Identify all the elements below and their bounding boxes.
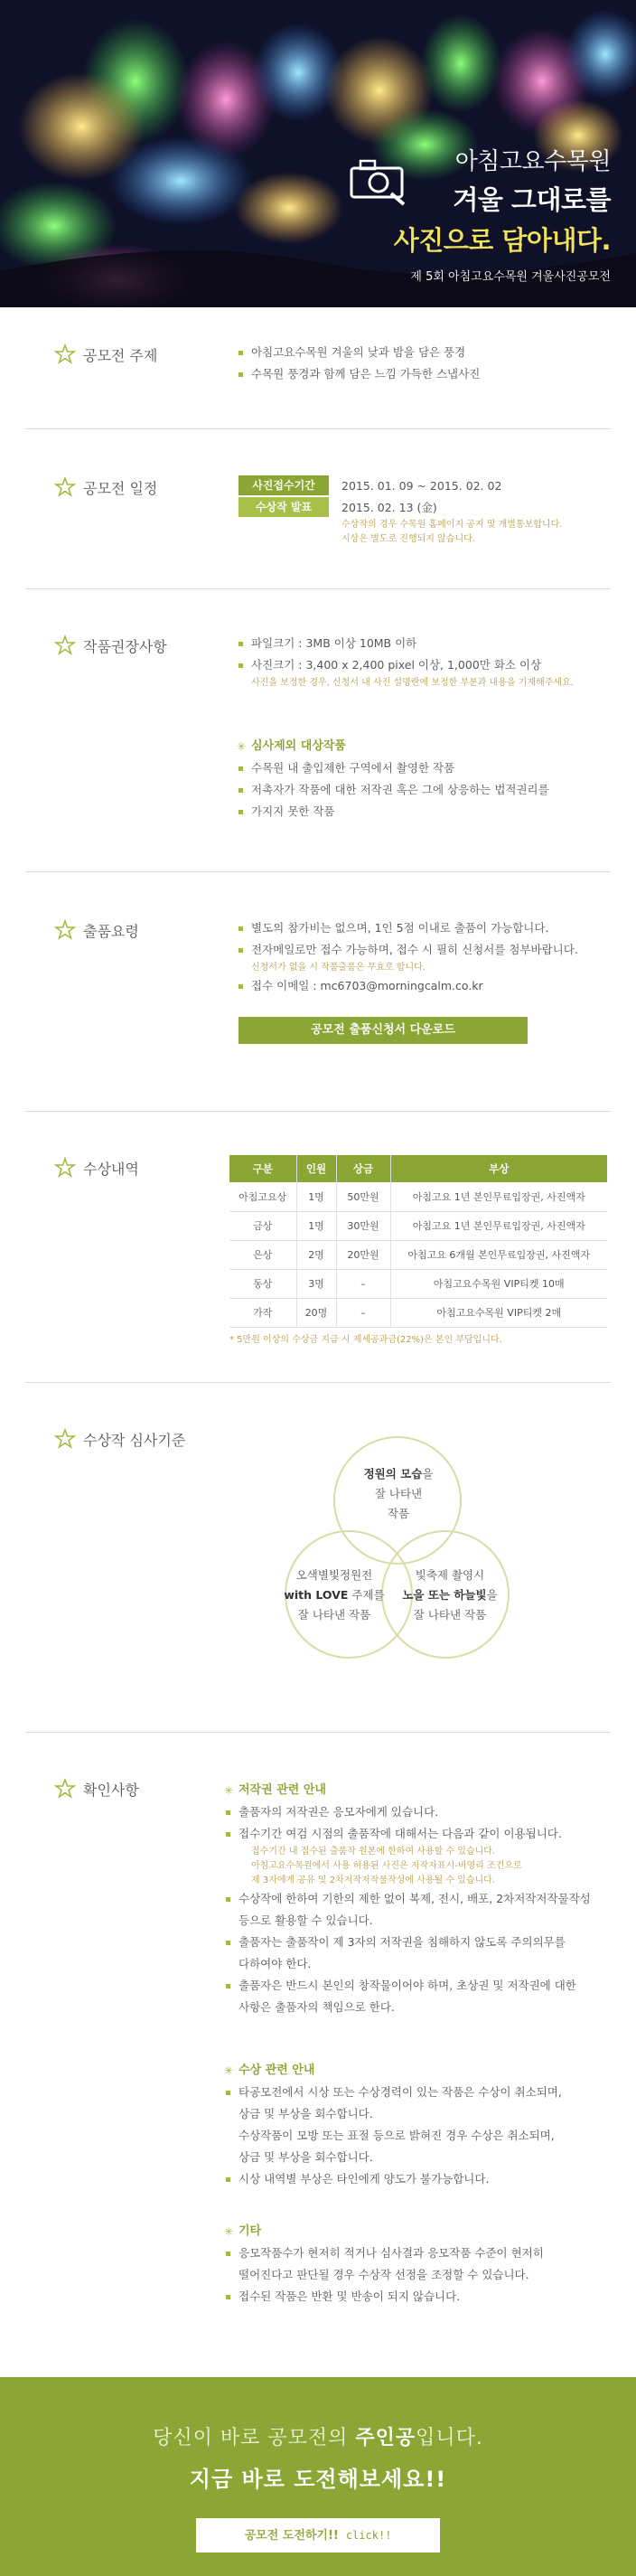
criteria-left-label [271, 1565, 398, 1625]
confirm-body [226, 1780, 611, 2308]
list-item: 타공모전에서 시상 또는 수상경력이 있는 작품은 수상이 취소되며, [226, 2082, 611, 2103]
prize-heading: ✳ 수상 관련 안내 [226, 2060, 611, 2082]
schedule-tag: 수상작 발표 [238, 497, 329, 517]
list-item: 수상작에 한하여 기한의 제한 없이 복제, 전시, 배포, 2차저작저작물작성 [226, 1888, 611, 1910]
section-schedule [25, 429, 611, 589]
table-row [229, 1269, 607, 1298]
etc-heading: ✳ 기타 [226, 2221, 611, 2242]
table-cell: – [336, 1298, 390, 1327]
spec-note: 사진을 보정한 경우, 신청서 내 사진 설명란에 보정한 부분과 내용을 기재해주세요. [251, 678, 574, 688]
footer-text: 입니다. [416, 2427, 483, 2449]
star-icon [54, 635, 76, 656]
section-header [54, 1157, 139, 1179]
list-item: 전자메일로만 접수 가능하며, 접수 시 필히 신청서를 첨부바랍니다. [238, 939, 611, 961]
hero-text [394, 143, 611, 284]
etc-list [226, 2242, 611, 2308]
challenge-button[interactable] [196, 2518, 440, 2552]
submit-email-list [238, 975, 611, 997]
footer-banner [0, 2377, 636, 2576]
criteria-right-line1: 빛축제 촬영시 [415, 1568, 485, 1582]
table-cell: 아침고요 6개월 본인무료입장권, 사진액자 [390, 1240, 607, 1269]
table-cell: 금상 [229, 1211, 296, 1240]
footer-bold-text: 주인공 [355, 2427, 416, 2449]
copyright-note: 아침고요수목원에서 사용 허용된 사진은 저작자표시-비영리 조건으로 [251, 1861, 522, 1871]
theme-list [238, 342, 611, 385]
copyright-list-2 [226, 1888, 611, 2018]
schedule-note: 시상은 별도로 진행되지 않습니다. [341, 534, 475, 544]
section-submit [25, 872, 611, 1112]
list-item: 출품자은 반드시 본인의 창작물이어야 하며, 초상권 및 저작권에 대한 [226, 1975, 611, 1997]
list-item-continuation: 가지지 못한 작품 [238, 801, 611, 823]
section-theme [25, 307, 611, 429]
section-header [54, 635, 167, 656]
table-header: 인원 [296, 1155, 336, 1182]
star-icon [54, 1157, 76, 1179]
section-criteria [25, 1383, 611, 1733]
criteria-left-line3: 잘 나타낸 작품 [297, 1608, 371, 1622]
criteria-top-text: 을 [422, 1467, 434, 1481]
list-item: 별도의 참가비는 없으며, 1인 5점 이내로 출품이 가능합니다. [238, 917, 611, 939]
section-header [54, 919, 139, 941]
list-item: 출품자의 저작권은 응모자에게 있습니다. [226, 1801, 611, 1823]
challenge-button-click: click!! [345, 2529, 392, 2542]
table-row [229, 1211, 607, 1240]
email-address[interactable]: 접수 이메일 : mc6703@morningcalm.co.kr [238, 975, 611, 997]
section-header [54, 1428, 185, 1450]
table-cell: 아침고요 1년 본인무료입장권, 사진액자 [390, 1182, 607, 1211]
table-row [229, 1298, 607, 1327]
list-item: 파일크기 : 3MB 이상 10MB 이하 [238, 633, 611, 654]
copyright-note: 제 3자에게 공유 및 2차저작저작물작성에 사용될 수 있습니다. [251, 1876, 495, 1885]
copyright-heading: ✳ 저작권 관련 안내 [226, 1780, 611, 1801]
table-cell: 2명 [296, 1240, 336, 1269]
table-cell: 1명 [296, 1211, 336, 1240]
table-cell: 아침고요수목원 VIP티켓 2매 [390, 1298, 607, 1327]
awards-note: * 5만원 이상의 수상금 지급 시 제세공과금(22%)은 본인 부담입니다. [229, 1334, 502, 1345]
list-item-continuation: 떨어진다고 판단될 경우 수상작 선정을 조정할 수 있습니다. [238, 2268, 529, 2281]
table-cell: 아침고요 1년 본인무료입장권, 사진액자 [390, 1211, 607, 1240]
submit-list [238, 917, 611, 961]
submit-note: 신청서가 없을 시 작품출품은 무효로 합니다. [251, 963, 426, 973]
table-cell: 동상 [229, 1269, 296, 1298]
schedule-row [238, 496, 611, 518]
spec-list [238, 633, 611, 676]
submit-body [238, 917, 611, 1044]
hero-title-line3: 사진으로 담아내다. [393, 225, 611, 256]
list-item: 접수기간 여검 시점의 출품작에 대해서는 다음과 같이 이용됩니다. [226, 1823, 611, 1845]
criteria-top-label [340, 1464, 457, 1524]
schedule-value: 2015. 01. 09 ~ 2015. 02. 02 [341, 478, 502, 493]
table-header-row [229, 1155, 607, 1182]
table-header: 부상 [390, 1155, 607, 1182]
section-header [54, 476, 157, 498]
list-item: 접수된 작품은 반환 및 반송이 되지 않습니다. [226, 2286, 611, 2308]
table-cell: 가작 [229, 1298, 296, 1327]
criteria-right-bold: 노을 또는 하늘빛 [402, 1588, 487, 1602]
table-cell: 3명 [296, 1269, 336, 1298]
criteria-top-line2: 잘 나타낸 [374, 1487, 423, 1500]
star-icon [54, 919, 76, 941]
star-icon [54, 1428, 76, 1450]
table-cell: 30만원 [336, 1211, 390, 1240]
criteria-right-line3: 잘 나타낸 작품 [413, 1608, 487, 1622]
list-item: 수목원 내 출입제한 구역에서 촬영한 작품 [238, 757, 611, 779]
exclude-list [238, 757, 611, 823]
awards-table [229, 1155, 607, 1328]
table-cell: 1명 [296, 1182, 336, 1211]
table-header: 상금 [336, 1155, 390, 1182]
download-form-button[interactable]: 공모전 출품신청서 다운로드 [238, 1017, 528, 1044]
schedule-value: 2015. 02. 13 (金) [341, 501, 437, 514]
list-item: 사진크기 : 3,400 x 2,400 pixel 이상, 1,000만 화소 이상 [238, 654, 611, 676]
section-awards [25, 1112, 611, 1383]
criteria-left-bold: with LOVE [284, 1588, 349, 1602]
table-cell: – [336, 1269, 390, 1298]
table-cell: 아침고요상 [229, 1182, 296, 1211]
criteria-left-text: 주제를 [348, 1588, 385, 1602]
list-item-continuation: 상금 및 부상을 회수합니다. [238, 2107, 373, 2120]
awards-body [229, 1155, 611, 1348]
hero-subtitle: 제 5회 아침고요수목원 겨울사진공모전 [410, 270, 611, 284]
criteria-top-bold: 정원의 모습 [363, 1467, 423, 1481]
table-cell: 은상 [229, 1240, 296, 1269]
table-row [229, 1182, 607, 1211]
copyright-note: 접수기간 내 접수된 출품작 원본에 한하여 사용할 수 있습니다. [251, 1847, 496, 1857]
schedule-note: 수상작의 경우 수목원 홈페이지 공지 및 개별통보합니다. [341, 520, 563, 530]
section-spec [25, 589, 611, 872]
section-header [54, 1778, 139, 1800]
list-item-continuation: 등으로 활용할 수 있습니다. [238, 1913, 373, 1927]
star-icon [54, 476, 76, 498]
section-title: 수상내역 [83, 1160, 139, 1178]
footer-text: 당신이 바로 공모전의 [153, 2427, 356, 2449]
footer-headline [0, 2422, 636, 2450]
footer-subheadline: 지금 바로 도전해보세요!! [189, 2467, 447, 2492]
table-cell: 아침고요수목원 VIP티켓 10매 [390, 1269, 607, 1298]
copyright-list [226, 1801, 611, 1845]
section-header [54, 343, 157, 365]
table-row [229, 1240, 607, 1269]
list-item: 수목원 풍경과 함께 담은 느낌 가득한 스냅사진 [238, 363, 611, 385]
section-confirm [25, 1733, 611, 2347]
star-icon [54, 343, 76, 365]
list-item: 응모작품수가 현저히 적거나 심사결과 응모작품 수준이 현저히 [226, 2242, 611, 2264]
section-title: 확인사항 [83, 1781, 139, 1799]
challenge-button-label: 공모전 도전하기!! [244, 2529, 339, 2543]
section-title: 수상작 심사기준 [83, 1431, 186, 1449]
section-title: 공모전 일정 [83, 479, 158, 497]
section-title: 공모전 주제 [83, 346, 158, 364]
criteria-right-text: 을 [486, 1588, 498, 1602]
section-title: 작품권장사항 [83, 637, 167, 655]
list-item: 저촉자가 작품에 대한 저작권 혹은 그에 상응하는 법적권리를 [238, 779, 611, 801]
schedule-row [238, 475, 611, 496]
table-header: 구분 [229, 1155, 296, 1182]
list-item-continuation: 다하여야 한다. [238, 1957, 312, 1970]
table-cell: 20만원 [336, 1240, 390, 1269]
list-item-continuation: 수상작품이 모방 또는 표절 등으로 밝혀진 경우 수상은 취소되며, [238, 2129, 555, 2142]
prize-list [226, 2082, 611, 2190]
section-title: 출품요령 [83, 922, 139, 940]
list-item-continuation: 사항은 출품자의 책임으로 한다. [238, 2000, 395, 2014]
criteria-right-label [382, 1565, 518, 1625]
criteria-left-line1: 오색별빛정원전 [295, 1568, 373, 1582]
table-cell: 20명 [296, 1298, 336, 1327]
exclude-heading: ✳ 심사제외 대상작품 [238, 736, 611, 757]
spec-body [238, 633, 611, 823]
list-item: 출품자는 출품작이 제 3자의 저작권을 침해하지 않도록 주의의무를 [226, 1932, 611, 1953]
list-item: 시상 내역별 부상은 타인에게 양도가 불가능합니다. [226, 2168, 611, 2190]
hero-title-line1: 아침고요수목원 [454, 148, 611, 175]
criteria-top-line3: 작품 [387, 1507, 410, 1520]
star-icon [54, 1778, 76, 1800]
list-item: 아침고요수목원 겨울의 낮과 밤을 담은 풍경 [238, 342, 611, 363]
list-item-continuation: 상금 및 부상을 회수합니다. [238, 2150, 373, 2164]
schedule-body [238, 475, 611, 547]
table-cell: 50만원 [336, 1182, 390, 1211]
hero-banner [0, 0, 636, 307]
schedule-tag: 사진접수기간 [238, 475, 329, 495]
hero-title-line2: 겨울 그대로를 [453, 184, 611, 215]
